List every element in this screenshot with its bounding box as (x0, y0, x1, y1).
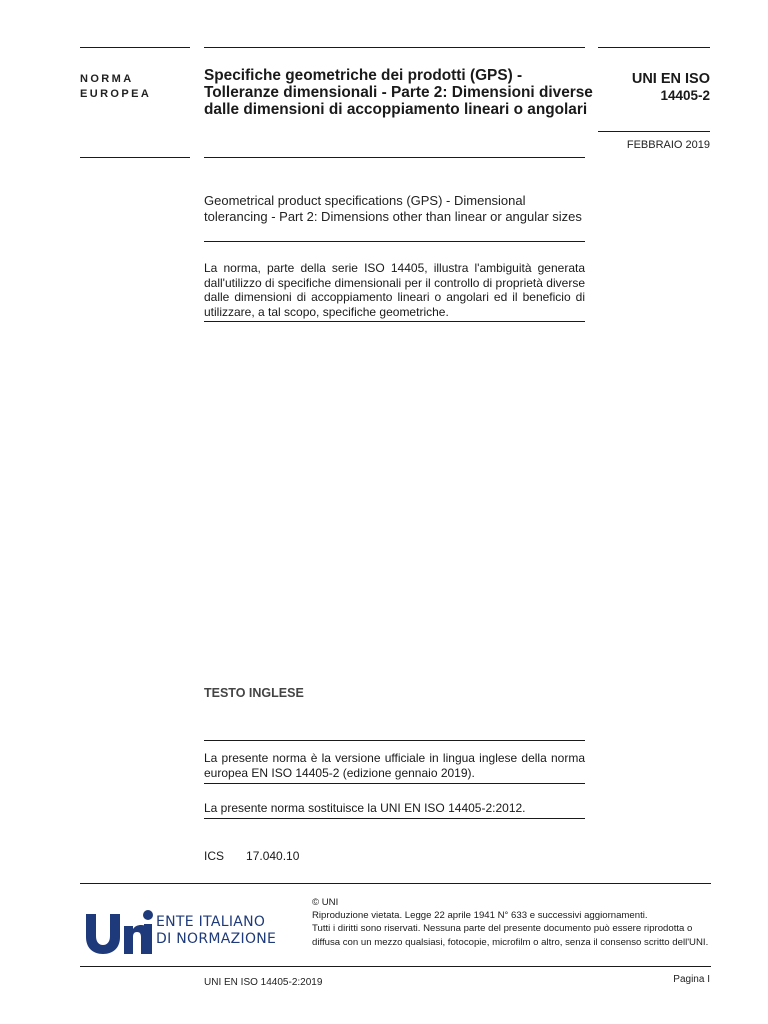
publication-date: FEBBRAIO 2019 (626, 139, 710, 151)
header-top-rule-center (204, 47, 585, 48)
footer-bottom-rule (80, 966, 711, 967)
norma-europea-label (80, 72, 151, 102)
version-top-rule (204, 740, 585, 741)
ics-classification (204, 849, 299, 863)
standard-code-line2: 14405-2 (660, 88, 710, 103)
standard-code (632, 71, 710, 104)
footer-document-code: UNI EN ISO 14405-2:2019 (204, 977, 323, 988)
footer-top-rule (80, 883, 711, 884)
replaces-bottom-rule (204, 818, 585, 819)
header-bottom-rule-left (80, 157, 190, 158)
rights-notice (312, 896, 714, 949)
abstract-rule (204, 321, 585, 322)
document-title-italian: Specifiche geometriche dei prodotti (GPS) - Tolleranze dimensionali - Parte 2: Dimensioni diverse dalle dimensioni di accoppiamento lineari o angolari (204, 67, 593, 118)
uni-logo (84, 900, 284, 956)
rights-line-1: Riproduzione vietata. Legge 22 aprile 1941 N° 633 e successivi aggiornamenti. (312, 910, 648, 922)
ics-value: 17.040.10 (246, 849, 300, 863)
page-number: Pagina I (673, 974, 710, 985)
replaces-note: La presente norma sostituisce la UNI EN ISO 14405-2:2012. (204, 801, 526, 815)
language-heading: TESTO INGLESE (204, 686, 304, 700)
norma-label-line1: NORMA (80, 73, 134, 85)
header-bottom-rule-center (204, 157, 585, 158)
title-en-rule (204, 241, 585, 242)
logo-text-line1: ENTE ITALIANO (156, 914, 266, 930)
logo-text-line2: DI NORMAZIONE (156, 931, 277, 947)
document-title-english: Geometrical product specifications (GPS) - Dimensional tolerancing - Part 2: Dimensions other than linear or angular sizes (204, 193, 582, 224)
abstract-text: La norma, parte della serie ISO 14405, illustra l'ambiguità generata dall'utilizzo di specifiche dimensionali per il controllo di proprietà diverse dalle dimensioni di accoppiamento lineari o angolari ed il beneficio di utilizzare, a tal scopo, specifiche geometriche. (204, 261, 585, 320)
ics-label: ICS (204, 849, 225, 863)
header-top-rule-right (598, 47, 710, 48)
standard-code-line1: UNI EN ISO (631, 71, 710, 87)
version-bottom-rule (204, 783, 585, 784)
date-rule (598, 131, 710, 132)
norma-label-line2: EUROPEA (80, 88, 152, 100)
copyright-line: © UNI (312, 897, 339, 908)
version-note: La presente norma è la versione ufficiale in lingua inglese della norma europea EN ISO 14405-2 (edizione gennaio 2019). (204, 751, 585, 780)
header-top-rule-left (80, 47, 190, 48)
rights-line-2: Tutti i diritti sono riservati. Nessuna parte del presente documento può essere riprodotta o diffusa con un mezzo qualsiasi, fotocopie, microfilm o altro, senza il consenso scritto dell'UNI. (312, 923, 709, 948)
